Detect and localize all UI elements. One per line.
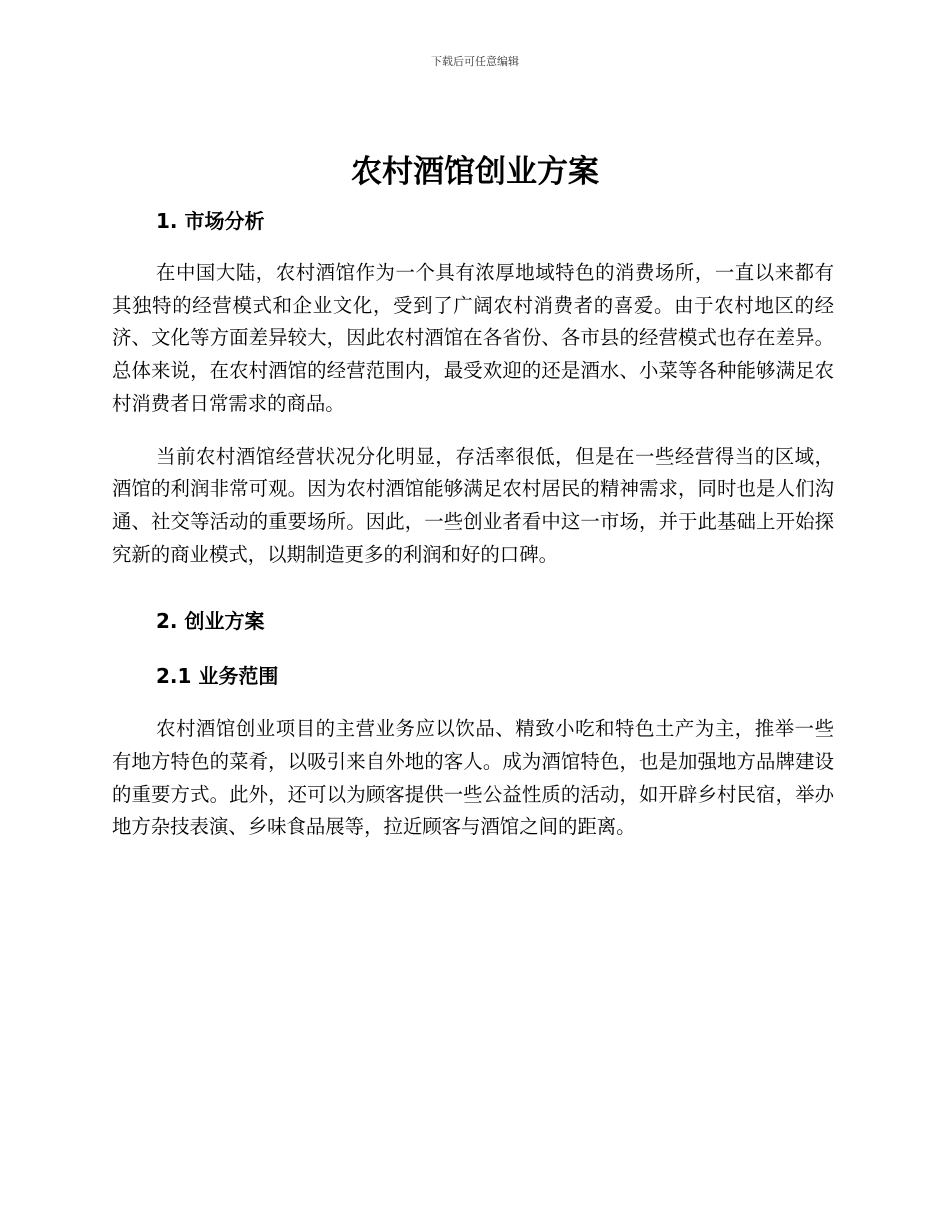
document-body [112, 200, 834, 844]
section-heading-market-analysis: 1. 市场分析 [156, 209, 265, 233]
page-header-note: 下载后可任意编辑 [431, 55, 519, 68]
paragraph-business-scope: 农村酒馆创业项目的主营业务应以饮品、精致小吃和特色土产为主，推举一些有地方特色的菜肴，以吸引来自外地的客人。成为酒馆特色，也是加强地方品牌建设的重要方式。此外，还可以为顾客提供一些公益性质的活动，如开辟乡村民宿，举办地方杂技表演、乡味食品展等，拉近顾客与酒馆之间的距离。 [112, 717, 834, 839]
subsection-heading-business-scope: 2.1 业务范围 [156, 664, 279, 689]
paragraph-market-status: 当前农村酒馆经营状况分化明显，存活率很低，但是在一些经营得当的区域，酒馆的利润非常可观。因为农村酒馆能够满足农村居民的精神需求，同时也是人们沟通、社交等活动的重要场所。因此，一些创业者看中这一市场，并于此基础上开始探究新的商业模式，以期制造更多的利润和好的口碑。 [112, 444, 834, 566]
document-title: 农村酒馆创业方案 [351, 154, 599, 190]
paragraph-market-overview: 在中国大陆，农村酒馆作为一个具有浓厚地域特色的消费场所，一直以来都有其独特的经营模式和企业文化，受到了广阔农村消费者的喜爱。由于农村地区的经济、文化等方面差异较大，因此农村酒馆在各省份、各市县的经营模式也存在差异。总体来说，在农村酒馆的经营范围内，最受欢迎的还是酒水、小菜等各种能够满足农村消费者日常需求的商品。 [112, 261, 834, 415]
section-heading-business-plan: 2. 创业方案 [156, 609, 265, 634]
